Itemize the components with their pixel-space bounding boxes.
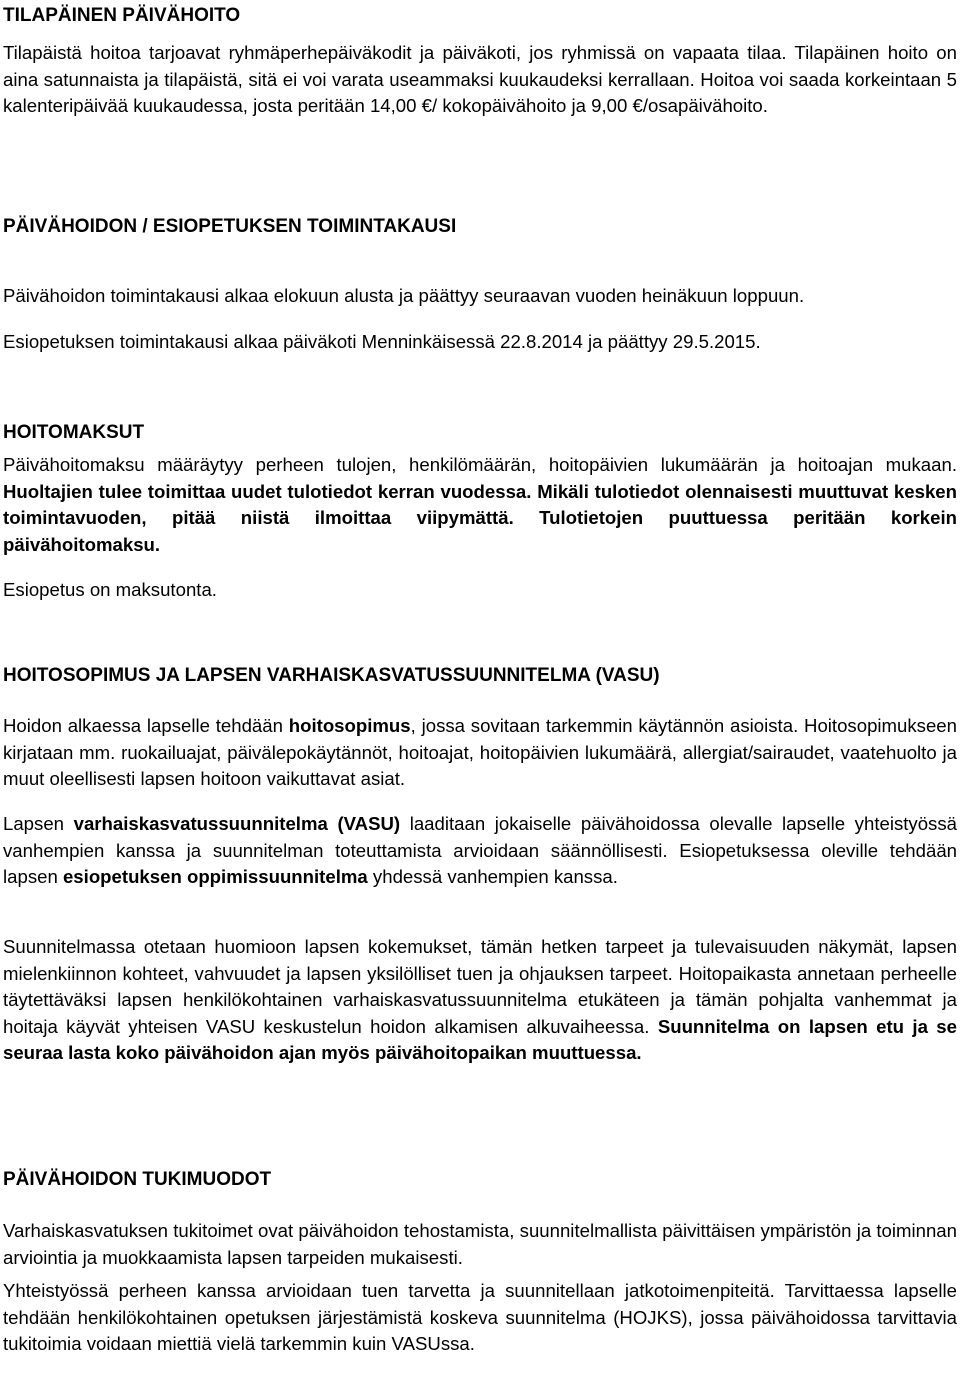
heading-hoitosopimus: HOITOSOPIMUS JA LAPSEN VARHAISKASVATUSSUUNNITELMA (VASU): [3, 665, 660, 686]
paragraph-toimintakausi-2: Esiopetuksen toimintakausi alkaa päiväkoti Menninkäisessä 22.8.2014 ja päättyy 29.5.2015.: [3, 331, 761, 352]
hoitomaksut-text: Päivähoitomaksu määräytyy perheen tulojen, henkilömäärän, hoitopäivien lukumäärän ja hoitoajan mukaan.: [3, 454, 957, 475]
vasu-text-a: Lapsen: [3, 813, 74, 834]
paragraph-hoitosopimus: [3, 713, 957, 793]
paragraph-suunnitelma: [3, 934, 957, 1067]
hoitosopimus-bold-term: hoitosopimus: [288, 715, 411, 736]
heading-tilapainen: TILAPÄINEN PÄIVÄHOITO: [3, 5, 241, 26]
vasu-text-e: yhdessä vanhempien kanssa.: [367, 866, 618, 887]
heading-tukimuodot: PÄIVÄHOIDON TUKIMUODOT: [3, 1169, 272, 1190]
paragraph-vasu: [3, 811, 957, 891]
paragraph-esiopetus-maksuton: Esiopetus on maksutonta.: [3, 579, 217, 600]
oppimissuunnitelma-bold-term: esiopetuksen oppimissuunnitelma: [62, 866, 368, 887]
hoitomaksut-bold-text: Huoltajien tulee toimittaa uudet tulotiedot kerran vuodessa. Mikäli tulotiedot olennaisesti muuttuvat kesken toimintavuoden, pitää niistä ilmoittaa viipymättä. Tulotietojen puuttuessa peritään korkein päivähoitomaksu.: [3, 480, 957, 555]
paragraph-tukimuodot-2: Yhteistyössä perheen kanssa arvioidaan tuen tarvetta ja suunnitellaan jatkotoimenpiteitä. Tarvittaessa lapselle tehdään henkilökohtainen opetuksen järjestämistä koskeva suunnitelma (HOJKS), jossa päivähoidossa tarvittavia tukitoimia voidaan miettiä vielä tarkemmin kuin VASUssa.: [3, 1280, 957, 1354]
paragraph-tilapainen: Tilapäistä hoitoa tarjoavat ryhmäperhepäiväkodit ja päiväkoti, jos ryhmissä on vapaata tilaa. Tilapäinen hoito on aina satunnaista ja tilapäistä, sitä ei voi varata useammaksi kuukaudeksi kerrallaan. Hoitoa voi saada korkeintaan 5 kalenteripäivää kuukaudessa, josta peritään 14,00 €/ kokopäivähoito ja 9,00 €/osapäivähoito.: [3, 42, 957, 116]
heading-hoitomaksut: HOITOMAKSUT: [3, 422, 145, 443]
suunnitelma-text-a: Suunnitelmassa otetaan huomioon lapsen kokemukset, tämän hetken tarpeet ja tulevaisuuden näkymät, lapsen mielenkiinnon kohteet, vahvuudet ja lapsen yksilölliset tuen ja ohjauksen tarpeet. Hoitopaikasta annetaan perheelle täytettäväksi lapsen henkilökohtainen varhaiskasvatussuunnitelma etukäteen ja tämän pohjalta vanhemmat ja hoitaja käyvät yhteisen VASU keskustelun hoidon alkamisen alkuvaiheessa.: [3, 936, 957, 1037]
vasu-bold-term: varhaiskasvatussuunnitelma (VASU): [73, 813, 401, 834]
heading-toimintakausi: PÄIVÄHOIDON / ESIOPETUKSEN TOIMINTAKAUSI: [3, 216, 457, 237]
suunnitelma-bold-text: Suunnitelma on lapsen etu ja se seuraa lasta koko päivähoidon ajan myös päivähoitopaikan muuttuessa.: [3, 1015, 957, 1063]
paragraph-toimintakausi-1: Päivähoidon toimintakausi alkaa elokuun alusta ja päättyy seuraavan vuoden heinäkuun loppuun.: [3, 285, 805, 306]
hoitosopimus-text-c: , jossa sovitaan tarkemmin käytännön asioista. Hoitosopimukseen kirjataan mm. ruokailuajat, päivälepokäytännöt, hoitoajat, hoitopäivien lukumäärä, allergiat/sairaudet, vaatehuolto ja muut oleellisesti lapsen hoitoon vaikuttavat asiat.: [3, 715, 957, 789]
paragraph-hoitomaksut: [3, 452, 957, 558]
paragraph-tukimuodot-1: Varhaiskasvatuksen tukitoimet ovat päivähoidon tehostamista, suunnitelmallista päivittäisen ympäristön ja toiminnan arviointia ja muokkaamista lapsen tarpeiden mukaisesti.: [3, 1220, 957, 1268]
hoitosopimus-text-a: Hoidon alkaessa lapselle tehdään: [3, 715, 289, 736]
vasu-text-c: laaditaan jokaiselle päivähoidossa olevalle lapselle yhteistyössä vanhempien kanssa ja suunnitelman toteuttamista arvioidaan säännöllisesti. Esiopetuksessa oleville tehdään lapsen: [3, 813, 957, 887]
